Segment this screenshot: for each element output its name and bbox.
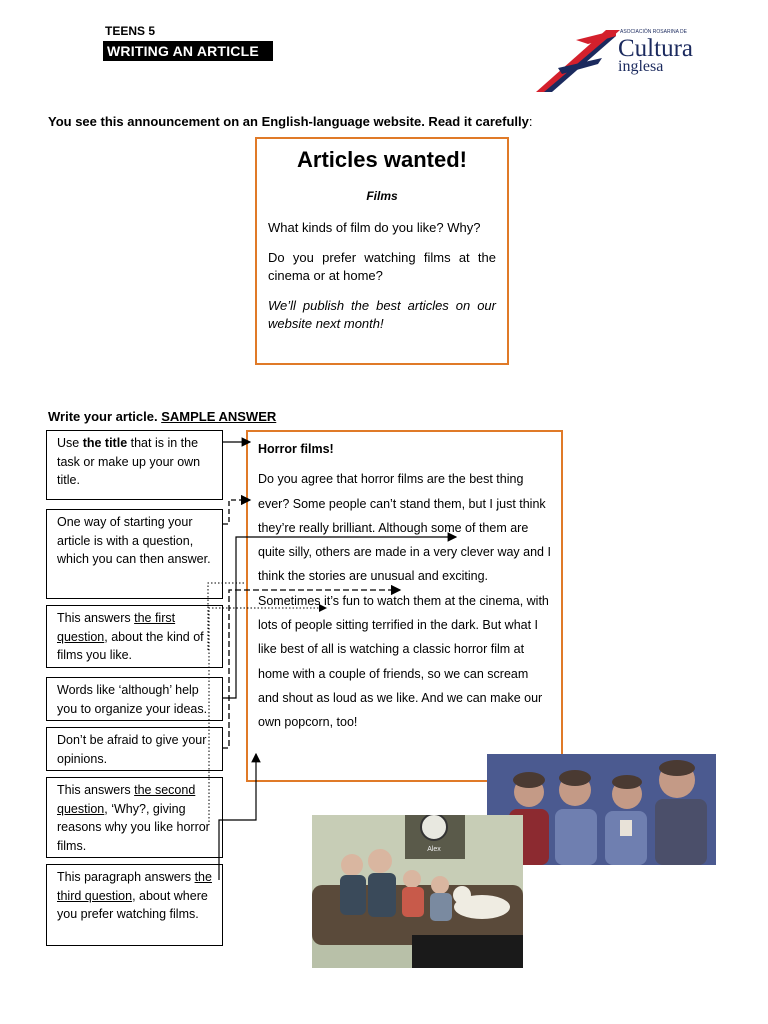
logo-small-text: ASOCIACIÓN ROSARINA DE <box>620 29 687 35</box>
sample-answer-label: SAMPLE ANSWER <box>161 409 277 424</box>
write-prompt-text: Write your article. <box>48 409 162 424</box>
worksheet-title: WRITING AN ARTICLE <box>103 41 273 61</box>
announcement-subtitle: Films <box>366 189 398 203</box>
instruction-text: You see this announcement on an English-language website. Read it carefully <box>48 114 529 129</box>
note-text: Use <box>57 436 83 450</box>
note-underline: the third question <box>57 870 212 903</box>
level-label: TEENS 5 <box>105 24 156 38</box>
sample-paragraph-1: Do you agree that horror films are the best thing ever? Some people can’t stand them, but I just think they’re really brilliant. Although some of them are quite silly, others are made in a very clever way and I think the stories are unusual and exciting. <box>258 472 551 584</box>
note-text: This paragraph answers <box>57 870 195 884</box>
note-underline: the first question <box>57 611 176 644</box>
note-emphasis: the title <box>82 436 128 450</box>
announcement-q1: What kinds of film do you like? Why? <box>268 220 481 235</box>
note-text: , about the kind of films you like. <box>57 629 204 662</box>
note-text: Don’t be afraid to give your opinions. <box>57 733 207 766</box>
sample-heading: Horror films! <box>258 442 334 456</box>
note-text: This answers <box>57 611 135 625</box>
note-text: that is in the task or make up your own title. <box>57 436 201 487</box>
note-underline: the second question <box>57 783 196 816</box>
note-text: This answers <box>57 783 135 797</box>
logo-word: Cultura <box>618 35 693 62</box>
announcement-q2: Do you prefer watching films at the cinema or at home? <box>268 250 496 283</box>
announcement-title: Articles wanted! <box>297 147 467 172</box>
note-text: Words like ‘although’ help you to organize your ideas. <box>57 683 208 716</box>
note-text: One way of starting your article is with a question, which you can then answer. <box>57 515 211 566</box>
note-text: , about where you prefer watching films. <box>57 888 208 921</box>
announcement-closing: We’ll publish the best articles on our website next month! <box>268 298 496 331</box>
sample-paragraph-2: Sometimes it’s fun to watch them at the cinema, with lots of people sitting terrified in the dark. But what I like best of all is watching a classic horror film at home with a couple of friends, so we can scream and shout as loud as we like. And we can make our own popcorn, too! <box>258 593 549 730</box>
clock-label: Alex <box>427 846 441 853</box>
logo-subword: inglesa <box>618 58 664 75</box>
note-text: , ‘Why?, giving reasons why you like horror films. <box>57 801 210 853</box>
instruction-colon: : <box>528 114 533 129</box>
